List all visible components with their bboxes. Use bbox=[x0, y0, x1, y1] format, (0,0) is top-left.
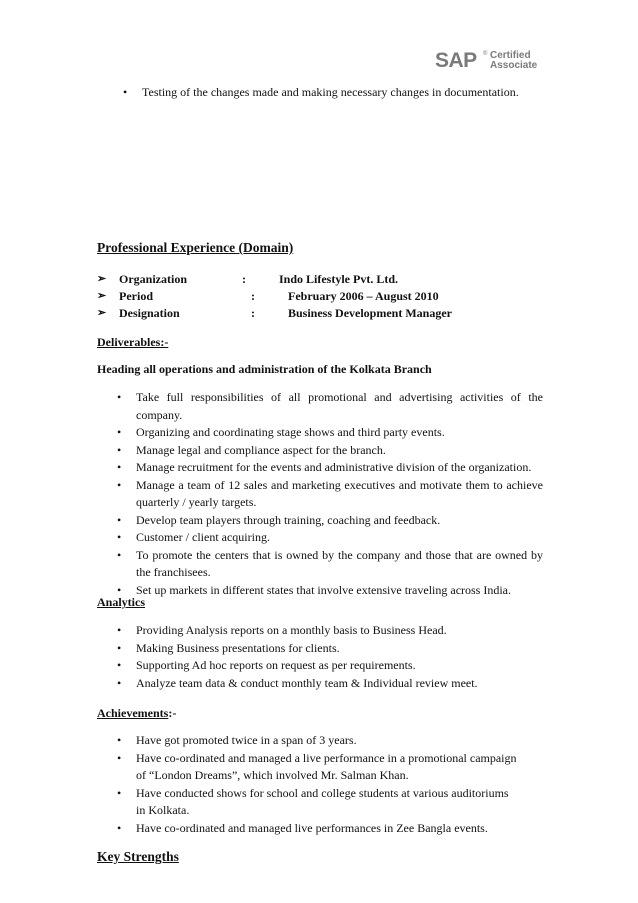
logo-registered-mark: ® bbox=[483, 51, 488, 57]
deliverables-heading: Deliverables:- bbox=[97, 335, 169, 349]
section-title: Professional Experience (Domain) bbox=[97, 240, 294, 255]
key-strengths-heading: Key Strengths bbox=[97, 849, 179, 864]
info-label: Organization bbox=[119, 272, 187, 286]
list-item: • Making Business presentations for clients. bbox=[97, 640, 543, 658]
list-item: • Testing of the changes made and making necessary changes in documentation. bbox=[103, 84, 563, 102]
list-item: • Have conducted shows for school and college students at various auditoriums in Kolkata. bbox=[97, 785, 517, 820]
top-bullet-list bbox=[103, 84, 563, 102]
list-item: • Manage a team of 12 sales and marketing executives and motivate them to achieve quarterly / yearly targets. bbox=[97, 477, 543, 512]
list-item: • Have co-ordinated and managed live performances in Zee Bangla events. bbox=[97, 820, 517, 838]
info-label: Period bbox=[119, 289, 153, 303]
info-row-period bbox=[97, 289, 557, 306]
analytics-heading: Analytics bbox=[97, 595, 145, 609]
list-item: • Manage recruitment for the events and administrative division of the organization. bbox=[97, 459, 543, 477]
list-item: • Have co-ordinated and managed a live performance in a promotional campaign of “London Dreams”, which involved Mr. Salman Khan. bbox=[97, 750, 517, 785]
info-colon: : bbox=[242, 272, 246, 286]
list-item: • Supporting Ad hoc reports on request as per requirements. bbox=[97, 657, 543, 675]
logo-certified-associate bbox=[490, 51, 537, 71]
analytics-list bbox=[97, 622, 543, 692]
info-label: Designation bbox=[119, 306, 180, 320]
info-row-designation bbox=[97, 306, 557, 323]
achievements-list bbox=[97, 732, 517, 837]
achievements-heading-text: Achievements bbox=[97, 706, 169, 720]
list-item: • Set up markets in different states that involve extensive traveling across India. bbox=[97, 582, 543, 600]
list-item: • Have got promoted twice in a span of 3 years. bbox=[97, 732, 517, 750]
info-colon: : bbox=[251, 289, 255, 303]
sap-certified-logo bbox=[435, 50, 545, 72]
list-item: • Develop team players through training, coaching and feedback. bbox=[97, 512, 543, 530]
logo-associate: Associate bbox=[490, 60, 538, 71]
list-item: • To promote the centers that is owned by the company and those that are owned by the franchisees. bbox=[97, 547, 543, 582]
list-item: • Customer / client acquiring. bbox=[97, 529, 543, 547]
info-value: Business Development Manager bbox=[288, 306, 452, 320]
logo-brand: SAP bbox=[435, 49, 477, 72]
arrow-bullet-icon: ➢ bbox=[97, 307, 107, 319]
deliverables-subheading: Heading all operations and administration of the Kolkata Branch bbox=[97, 362, 432, 376]
list-item: • Providing Analysis reports on a monthly basis to Business Head. bbox=[97, 622, 543, 640]
info-row-organization bbox=[97, 272, 557, 289]
info-colon: : bbox=[251, 306, 255, 320]
list-item: • Manage legal and compliance aspect for the branch. bbox=[97, 442, 543, 460]
achievements-heading-suffix: :- bbox=[168, 706, 177, 720]
deliverables-list bbox=[97, 389, 543, 599]
logo-certified: Certified bbox=[490, 50, 531, 61]
list-item: • Organizing and coordinating stage shows and third party events. bbox=[97, 424, 543, 442]
arrow-bullet-icon: ➢ bbox=[97, 290, 107, 302]
achievements-heading bbox=[97, 706, 176, 721]
list-item: • Take full responsibilities of all promotional and advertising activities of the company. bbox=[97, 389, 543, 424]
arrow-bullet-icon: ➢ bbox=[97, 273, 107, 285]
info-value: Indo Lifestyle Pvt. Ltd. bbox=[279, 272, 399, 286]
info-value: February 2006 – August 2010 bbox=[288, 289, 439, 303]
list-item: • Analyze team data & conduct monthly team & Individual review meet. bbox=[97, 675, 543, 693]
